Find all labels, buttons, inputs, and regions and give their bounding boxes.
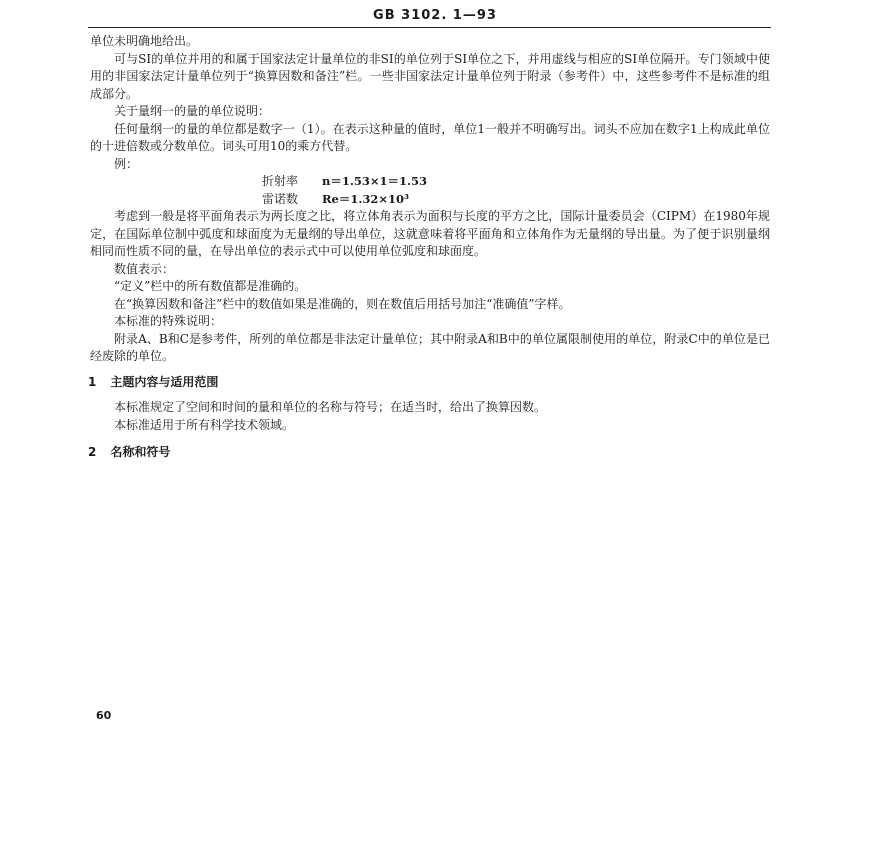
page-body: [90, 33, 770, 462]
paragraph-unit-not-given: 单位未明确地给出。: [90, 34, 199, 48]
document-header: [0, 8, 870, 23]
paragraph-scope: 本标准规定了空间和时间的量和单位的名称与符号；在适当时，给出了换算因数。: [114, 400, 547, 414]
paragraph-dimensionless-heading: 关于量纲一的量的单位说明：: [114, 104, 271, 118]
example-label: 折射率: [262, 174, 299, 188]
example-formula: Re＝1.32×10³: [322, 191, 410, 206]
section-title: 名称和符号: [110, 445, 171, 459]
paragraph-conversion-exact: 在“换算因数和备注”栏中的数值如果是准确的，则在数值后用括号加注“准确值”字样。: [114, 296, 571, 311]
paragraph-plane-solid-angle: 考虑到一般是将平面角表示为两长度之比，将立体角表示为面积与长度的平方之比，国际计量委员会（CIPM）在1980年规定，在国际单位制中弧度和球面度为无量纲的导出单位，这就意味着将平面角和立体角作为无量纲的导出量。为了便于识别量纲相同而性质不同的量，在导出单位的表示式中可以使用单位弧度和球面度。: [90, 209, 770, 258]
section-number: 2: [88, 445, 97, 459]
paragraph-special-notes-heading: 本标准的特殊说明：: [114, 314, 223, 328]
standard-code: GB 3102. 1—93: [373, 8, 497, 23]
example-formula: n＝1.53×1＝1.53: [322, 174, 428, 188]
example-reynolds-number: [262, 191, 770, 209]
section-heading-scope: [88, 374, 770, 392]
example-label: 雷诺数: [262, 191, 299, 206]
section-heading-names-symbols: [88, 444, 770, 462]
section-number: 1: [88, 374, 97, 389]
example-refractive-index: [262, 173, 770, 191]
paragraph-example-label: 例：: [114, 156, 139, 171]
paragraph-dimensionless-units: 任何量纲一的量的单位都是数字一（1）。在表示这种量的值时，单位1一般并不明确写出。词头不应加在数字1上构成此单位的十进倍数或分数单位。词头可用10的乘方代替。: [90, 121, 770, 153]
paragraph-numeric-heading: 数值表示：: [114, 261, 175, 276]
paragraph-definition-exact: “定义”栏中的所有数值都是准确的。: [114, 279, 307, 293]
header-rule: [88, 27, 771, 28]
paragraph-appendices: 附录A、B和C是参考件，所列的单位都是非法定计量单位；其中附录A和B中的单位属限制使用的单位，附录C中的单位是已经废除的单位。: [90, 331, 770, 363]
section-title: 主题内容与适用范围: [110, 374, 219, 389]
paragraph-non-si-units: 可与SI的单位并用的和属于国家法定计量单位的非SI的单位列于SI单位之下，并用虚线与相应的SI单位隔开。专门领域中使用的非国家法定计量单位列于“换算因数和备注”栏。一些非国家法定计量单位列于附录（参考件）中，这些参考件不是标准的组成部分。: [90, 51, 770, 101]
page-number: 60: [96, 709, 112, 722]
paragraph-applicability: 本标准适用于所有科学技术领域。: [114, 417, 295, 432]
